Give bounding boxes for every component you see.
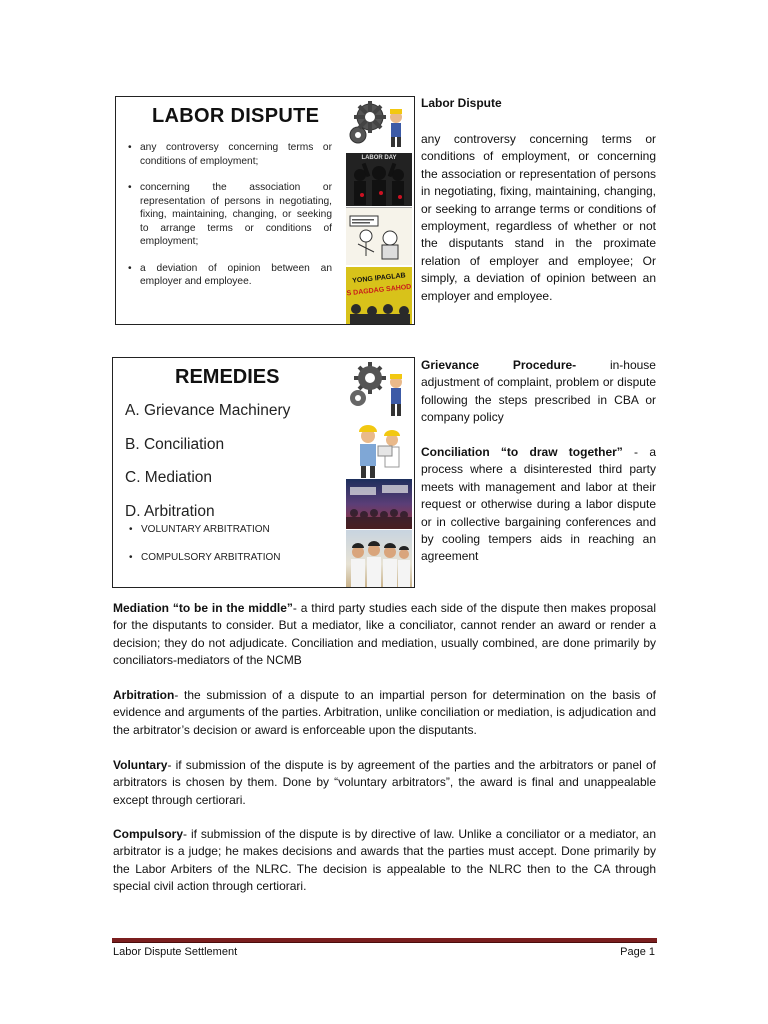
remedies-list bbox=[125, 400, 290, 534]
footer-title: Labor Dispute Settlement bbox=[113, 946, 238, 958]
arbitration-sublist bbox=[129, 524, 280, 580]
paragraph-text: - the submission of a dispute to an impartial person for determination on the basis of evidence and arguments of the parties. Arbitration, unlike conciliation or mediation, is adjudication and the arbitrator’s decision or award is enforceable upon the disputants. bbox=[113, 688, 656, 737]
slide-picture-column bbox=[344, 358, 414, 587]
bullet-item: • any controversy concerning terms or conditions of employment; bbox=[128, 141, 332, 168]
protest-banner-image bbox=[346, 267, 412, 324]
banner-text: YONG IPAGLAB bbox=[351, 272, 406, 285]
bullet-item: • a deviation of opinion between an employer and employee. bbox=[128, 262, 332, 289]
labor-dispute-definition: any controversy concerning terms or conditions of employment, or concerning the association or representation of persons in negotiating, fixing, maintaining, changing, or seeking to arrange terms or conditions of employment, regardless of whether or not the disputants stand in the proximate relation of employer and employee; Or simply, a deviation of opinion between an employer and employee. bbox=[421, 132, 656, 303]
remedy-item: B. Conciliation bbox=[125, 435, 225, 453]
gear-worker-image bbox=[346, 99, 412, 151]
compulsory-paragraph bbox=[113, 826, 656, 896]
paragraph-text: - if submission of the dispute is by directive of law. Unlike a conciliator or a mediator, an arbitrator is a judge; he makes decisions and awards that the parties must accept. Done primarily by the Labor Arbiters of the NLRC. The decision is appealable to the NLRC then to the CA through special civil action through certiorari. bbox=[113, 827, 656, 894]
sub-item: • VOLUNTARY ARBITRATION bbox=[129, 524, 280, 552]
mediation-paragraph bbox=[113, 600, 656, 670]
arbitration-paragraph bbox=[113, 687, 656, 739]
paragraph-text: - if submission of the dispute is by agreement of the parties and the arbitrators or panel of arbitrators is chosen by them. Done by “voluntary arbitrators”, the award is final and unappealable except through certiorari. bbox=[113, 758, 656, 807]
labor-dispute-heading: Labor Dispute bbox=[421, 96, 502, 110]
cartoon-image bbox=[346, 207, 412, 265]
slide-title: LABOR DISPUTE bbox=[152, 105, 320, 127]
term-label: Mediation “to be in the middle” bbox=[113, 601, 293, 615]
remedy-item: D. Arbitration bbox=[125, 502, 215, 520]
gear-worker-image bbox=[346, 360, 412, 420]
slide-bullets bbox=[128, 141, 332, 302]
remedies-slide bbox=[112, 357, 415, 588]
labor-dispute-slide bbox=[115, 96, 415, 325]
slide-title: REMEDIES bbox=[175, 366, 280, 388]
paragraph-text: - a third party studies each side of the dispute then makes proposal for the disputants to consider. But a mediator, like a conciliator, cannot render an award or render a decision; they do not adjudicate. Conciliation and mediation, usually combined, are done primarily by conciliators-mediators of the NCMB bbox=[113, 601, 656, 668]
voluntary-paragraph bbox=[113, 757, 656, 809]
labor-day-image bbox=[346, 153, 412, 206]
crowd-protest-image bbox=[346, 479, 412, 529]
banner-text: S DAGDAG SAHOD bbox=[346, 283, 412, 298]
term-label: Voluntary bbox=[113, 758, 168, 772]
bullet-item: • concerning the association or representation of persons in negotiating, fixing, maintaining, changing, or seeking to arrange terms or conditions of employment; bbox=[128, 181, 332, 249]
paragraph-text: - a process where a disinterested third party meets with management and labor at their request or otherwise during a labor dispute or in collective bargaining conferences and by cooling tempers aids in reaching an agreement bbox=[421, 445, 656, 564]
paragraph-text: in-house adjustment of complaint, problem or dispute following the steps prescribed in CBA or company policy bbox=[421, 358, 656, 425]
term-label: Conciliation “to draw together” bbox=[421, 445, 623, 459]
conciliation-paragraph bbox=[421, 444, 656, 566]
term-label: Grievance Procedure- bbox=[421, 358, 577, 372]
page-number: Page 1 bbox=[620, 946, 655, 958]
grievance-paragraph bbox=[421, 357, 656, 427]
engineers-image bbox=[346, 420, 412, 478]
term-label: Compulsory bbox=[113, 827, 184, 841]
slide-picture-column bbox=[344, 97, 414, 324]
remedy-item: A. Grievance Machinery bbox=[125, 402, 291, 419]
footer-divider bbox=[112, 938, 657, 943]
remedy-item: C. Mediation bbox=[125, 469, 213, 486]
term-label: Arbitration bbox=[113, 688, 175, 702]
group-photo-image bbox=[346, 530, 412, 587]
sub-item: • COMPULSORY ARBITRATION bbox=[129, 552, 280, 580]
labor-day-text: LABOR DAY bbox=[361, 155, 397, 161]
